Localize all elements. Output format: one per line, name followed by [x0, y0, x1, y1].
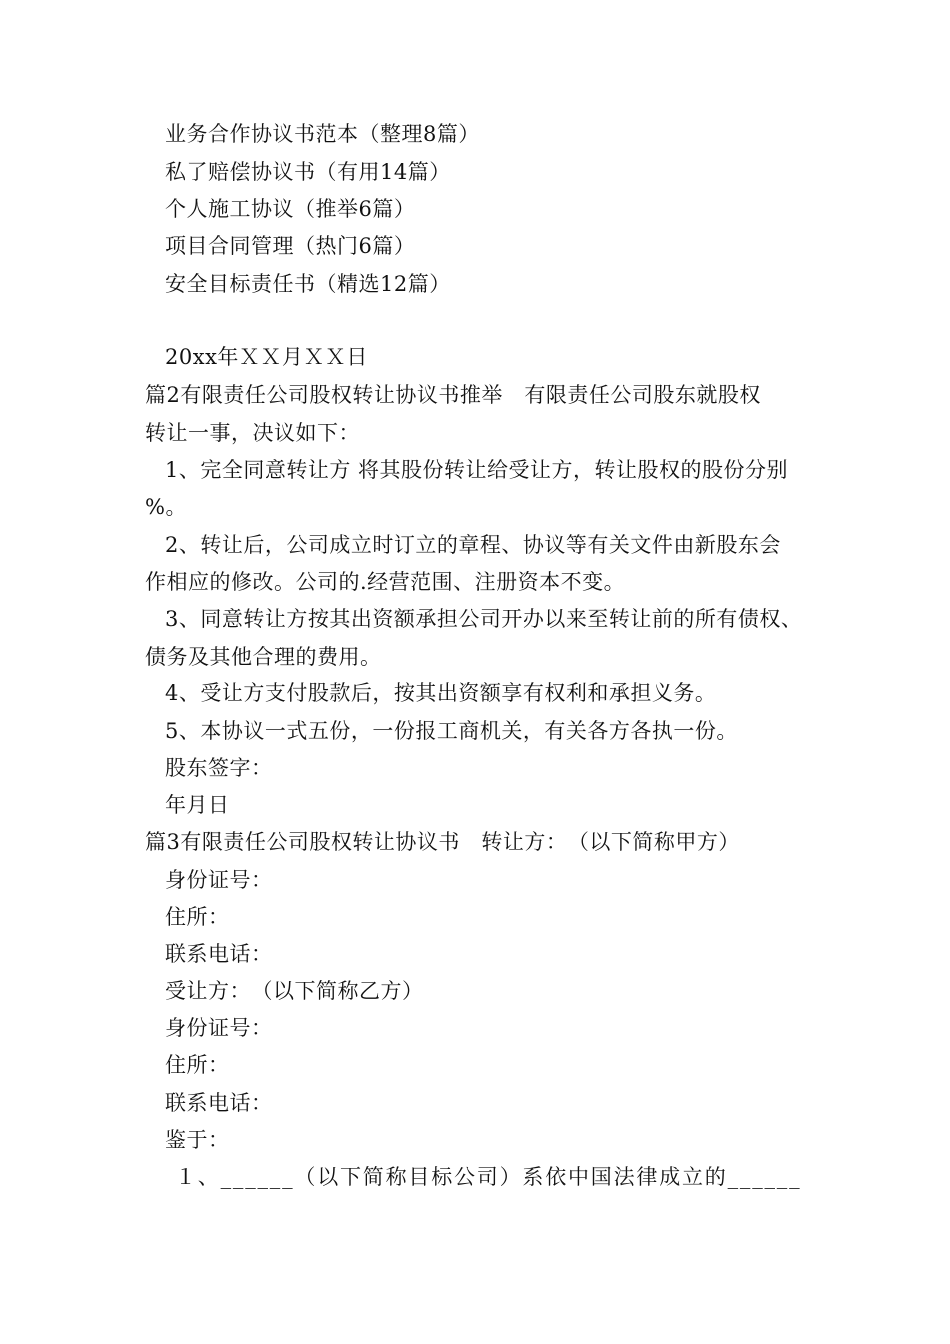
date-line: 20xx年ＸＸ月ＸＸ日: [165, 345, 368, 369]
section2-item-1-cont: %。: [145, 495, 187, 519]
transferee-address-label: 住所：: [165, 1053, 230, 1077]
section2-heading: 篇2有限责任公司股权转让协议书推举 有限责任公司股东就股权: [145, 383, 761, 407]
related-list-item: 个人施工协议（推举6篇）: [165, 197, 416, 221]
section2-item-4: 4、受让方支付股款后，按其出资额享有权利和承担义务。: [165, 681, 717, 705]
section2-item-2-cont: 作相应的修改。公司的.经营范围、注册资本不变。: [145, 570, 626, 594]
related-list-item: 项目合同管理（热门6篇）: [165, 234, 416, 258]
whereas-clause-1: １、______（以下简称目标公司）系依中国法律成立的______: [175, 1165, 802, 1189]
related-list-item: 安全目标责任书（精选12篇）: [165, 272, 451, 296]
section3-heading: 篇3有限责任公司股权转让协议书 转让方： （以下简称甲方）: [145, 830, 740, 854]
whereas-label: 鉴于：: [165, 1128, 230, 1152]
section2-item-1: 1、完全同意转让方 将其股份转让给受让方，转让股权的股份分别: [165, 458, 789, 482]
section2-item-5: 5、本协议一式五份，一份报工商机关，有关各方各执一份。: [165, 719, 738, 743]
section2-item-3-cont: 债务及其他合理的费用。: [145, 645, 382, 669]
signature-label: 股东签字：: [165, 756, 273, 780]
transferor-id-label: 身份证号：: [165, 868, 273, 892]
date-label: 年月日: [165, 793, 230, 817]
transferor-phone-label: 联系电话：: [165, 942, 273, 966]
section2-heading-cont: 转让一事，决议如下：: [145, 421, 360, 445]
section2-item-3: 3、同意转让方按其出资额承担公司开办以来至转让前的所有债权、: [165, 607, 803, 631]
transferee-label: 受让方： （以下简称乙方）: [165, 979, 424, 1003]
related-list-item: 私了赔偿协议书（有用14篇）: [165, 160, 451, 184]
transferee-phone-label: 联系电话：: [165, 1091, 273, 1115]
section2-item-2: 2、转让后，公司成立时订立的章程、协议等有关文件由新股东会: [165, 533, 781, 557]
transferee-id-label: 身份证号：: [165, 1016, 273, 1040]
transferor-address-label: 住所：: [165, 905, 230, 929]
related-list-item: 业务合作协议书范本（整理8篇）: [165, 122, 480, 146]
